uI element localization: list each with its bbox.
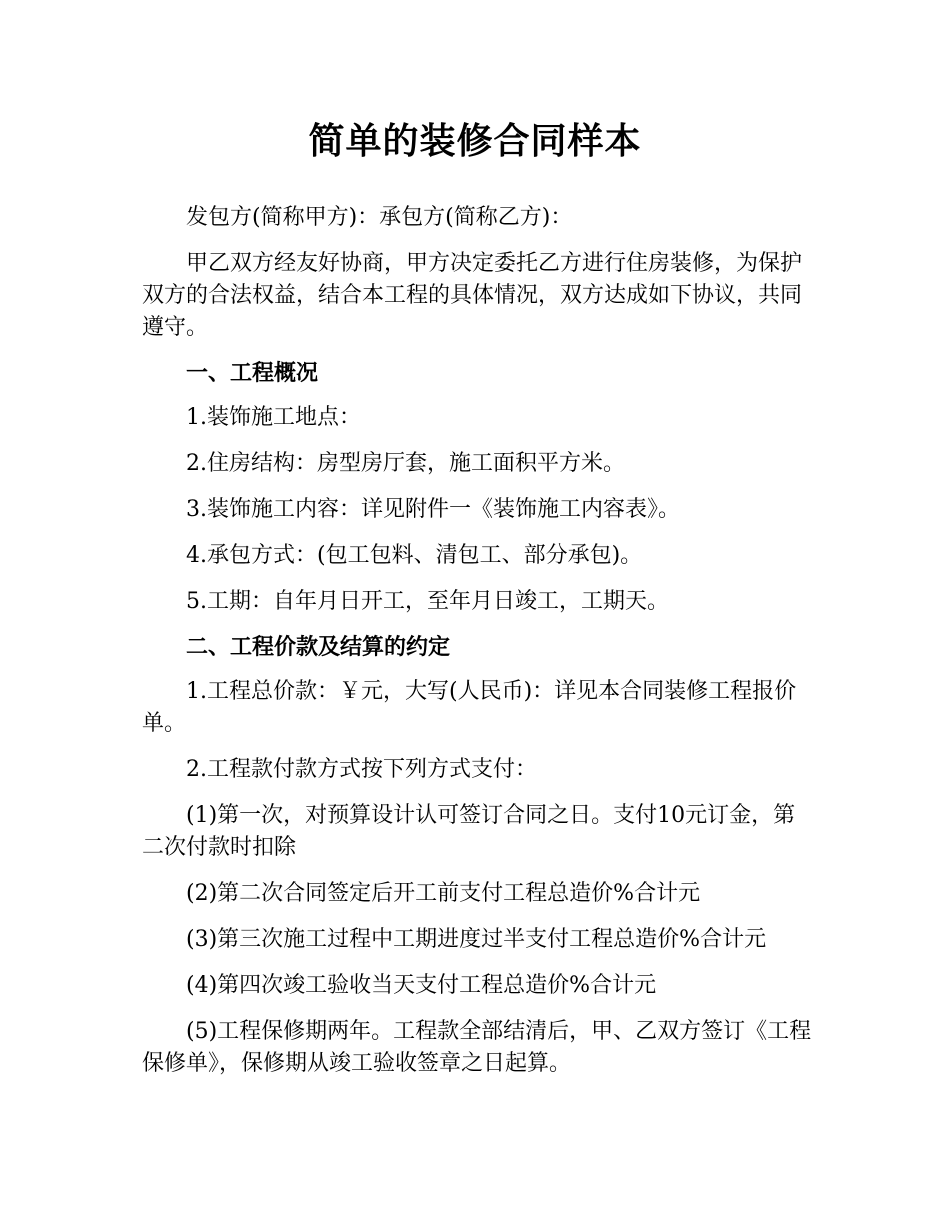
document-title: 简单的装修合同样本 <box>308 121 642 162</box>
payment-item-4: (4)第四次竣工验收当天支付工程总造价%合计元 <box>186 973 657 998</box>
section-heading-project-overview: 一、工程概况 <box>186 361 319 386</box>
payment-item-2: (2)第二次合同签定后开工前支付工程总造价%合计元 <box>186 881 701 906</box>
intro-paragraph: 甲乙双方经友好协商，甲方决定委托乙方进行住房装修，为保护双方的合法权益，结合本工程的具体情况，双方达成如下协议，共同遵守。 <box>142 251 803 340</box>
clause-payment-method: 2.工程款付款方式按下列方式支付： <box>186 757 537 782</box>
section-heading-price-settlement: 二、工程价款及结算的约定 <box>186 635 451 660</box>
clause-contract-method: 4.承包方式：(包工包料、清包工、部分承包)。 <box>186 543 643 568</box>
clause-total-price: 1.工程总价款：￥元，大写(人民币)：详见本合同装修工程报价单。 <box>142 679 797 736</box>
payment-item-1: (1)第一次，对预算设计认可签订合同之日。支付10元订金，第二次付款时扣除 <box>142 803 796 860</box>
clause-construction-location: 1.装饰施工地点： <box>186 405 361 430</box>
document-body <box>142 202 814 1094</box>
payment-item-5: (5)工程保修期两年。工程款全部结清后，甲、乙双方签订《工程保修单》，保修期从竣工验收签章之日起算。 <box>142 1019 812 1076</box>
clause-housing-structure: 2.住房结构：房型房厅套，施工面积平方米。 <box>186 451 625 476</box>
clause-construction-period: 5.工期：自年月日开工，至年月日竣工，工期天。 <box>186 589 669 614</box>
parties-line: 发包方(简称甲方)：承包方(简称乙方)： <box>186 205 573 230</box>
clause-construction-content: 3.装饰施工内容：详见附件一《装饰施工内容表》。 <box>186 497 680 522</box>
payment-item-3: (3)第三次施工过程中工期进度过半支付工程总造价%合计元 <box>186 927 767 952</box>
